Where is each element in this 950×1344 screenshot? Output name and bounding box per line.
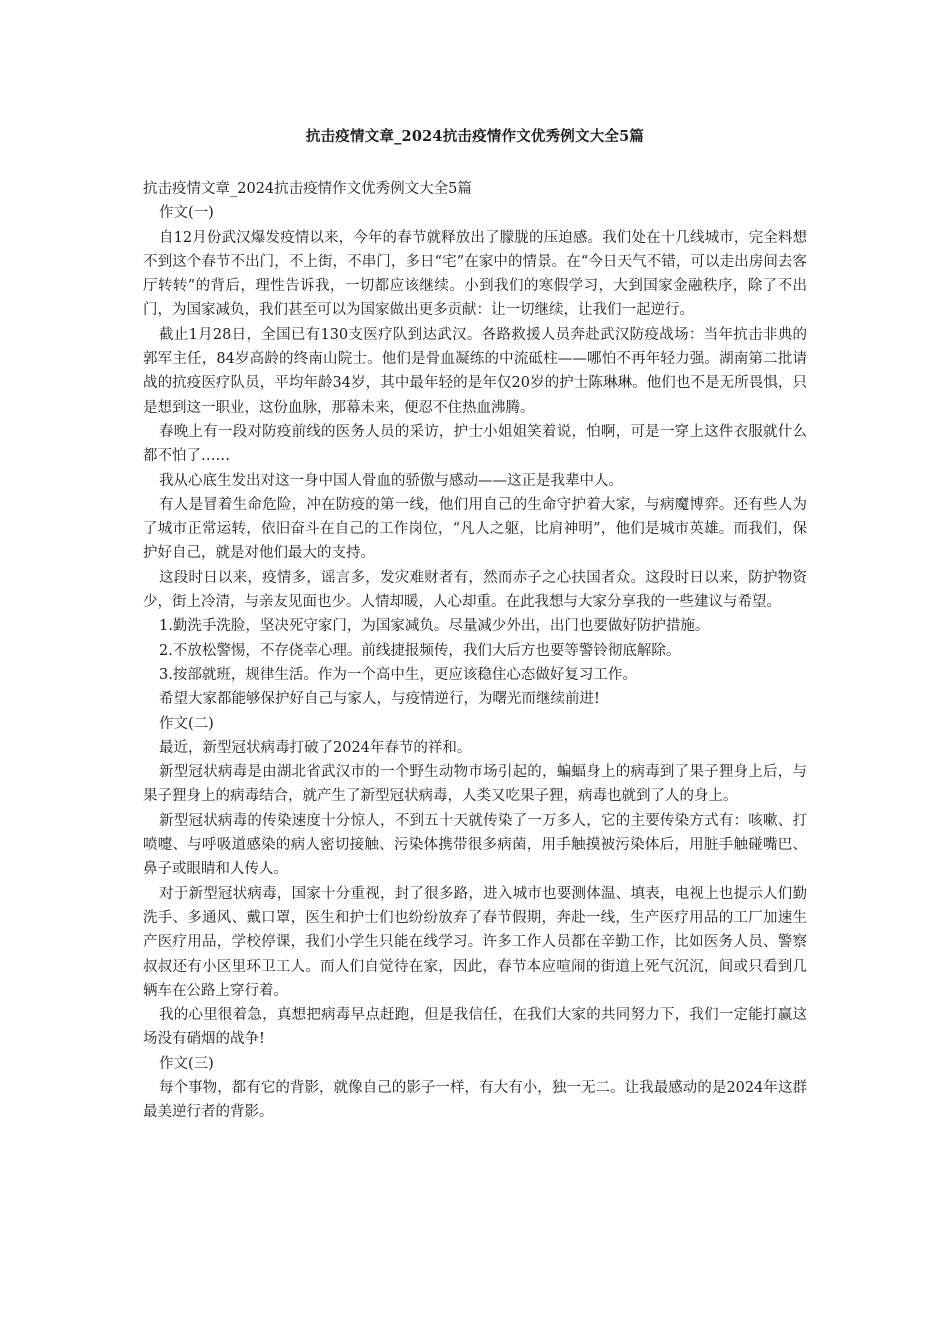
paragraph: 我的心里很着急，真想把病毒早点赶跑，但是我信任，在我们大家的共同努力下，我们一定能打赢这场没有硝烟的战争! <box>143 1007 807 1048</box>
document-title: 抗击疫情文章_2024抗击疫情作文优秀例文大全5篇 <box>305 128 645 145</box>
list-item: 1.勤洗手洗脸，坚决死守家门，为国家减负。尽量减少外出，出门也要做好防护措施。 <box>159 618 710 635</box>
paragraph: 我从心底生发出对这一身中国人骨血的骄傲与感动——这正是我辈中人。 <box>159 472 623 489</box>
paragraph: 新型冠状病毒的传染速度十分惊人，不到五十天就传染了一万多人，它的主要传染方式有：咳嗽、打喷嚏、与呼吸道感染的病人密切接触、污染体携带很多病菌，用手触摸被污染体后，用脏手触碰嘴巴、鼻子或眼睛和人传人。 <box>143 812 807 878</box>
list-item: 3.按部就班，规律生活。作为一个高中生，更应该稳住心态做好复习工作。 <box>159 666 637 683</box>
paragraph: 有人是冒着生命危险，冲在防疫的第一线，他们用自己的生命守护着大家，与病魔博弈。还有些人为了城市正常运转，依旧奋斗在自己的工作岗位，“凡人之躯，比肩神明”，他们是城市英雄。而我们，保护好自己，就是对他们最大的支持。 <box>143 496 807 562</box>
paragraph: 最近，新型冠状病毒打破了2024年春节的祥和。 <box>159 739 472 756</box>
section-heading-1: 作文(一) <box>159 205 214 222</box>
section-heading-3: 作文(三) <box>159 1055 214 1072</box>
paragraph: 春晚上有一段对防疫前线的医务人员的采访，护士小姐姐笑着说，怕啊，可是一穿上这件衣服就什么都不怕了…… <box>143 423 807 465</box>
document-subtitle: 抗击疫情文章_2024抗击疫情作文优秀例文大全5篇 <box>143 181 472 197</box>
paragraph: 希望大家都能够保护好自己与家人，与疫情逆行，为曙光而继续前进! <box>159 691 600 708</box>
paragraph: 这段时日以来，疫情多，谣言多，发灾难财者有，然而赤子之心扶国者众。这段时日以来，防护物资少，街上冷清，与亲友见面也少。人情却暖，人心却重。在此我想与大家分享我的一些建议与希望。 <box>143 569 807 611</box>
paragraph: 每个事物，都有它的背影，就像自己的影子一样，有大有小，独一无二。让我最感动的是2024年这群最美逆行者的背影。 <box>143 1079 807 1121</box>
list-item: 2.不放松警惕，不存侥幸心理。前线捷报频传，我们大后方也要等警铃彻底解除。 <box>159 642 681 659</box>
paragraph: 自12月份武汉爆发疫情以来，今年的春节就释放出了朦胧的压迫感。我们处在十几线城市，完全料想不到这个春节不出门，不上街，不串门，多日“宅”在家中的情景。在“今日天气不错，可以走出房间去客厅转转”的背后，理性告诉我，一切都应该继续。小到我们的寒假学习，大到国家金融秩序，除了不出门，为国家减负，我们甚至可以为国家做出更多贡献：让一切继续，让我们一起逆行。 <box>143 229 807 319</box>
paragraph: 对于新型冠状病毒，国家十分重视，封了很多路，进入城市也要测体温、填表，电视上也提示人们勤洗手、多通风、戴口罩，医生和护士们也纷纷放弃了春节假期，奔赴一线，生产医疗用品的工厂加速生产医疗用品，学校停课，我们小学生只能在线学习。许多工作人员都在辛勤工作，比如医务人员、警察叔叔还有小区里环卫工人。而人们自觉待在家，因此，春节本应喧闹的街道上死气沉沉，间或只看到几辆车在公路上穿行着。 <box>143 885 807 999</box>
paragraph: 截止1月28日，全国已有130支医疗队到达武汉。各路救援人员奔赴武汉防疫战场：当年抗击非典的郭军主任，84岁高龄的终南山院士。他们是骨血凝练的中流砥柱——哪怕不再年轻力强。湖南第二批请战的抗疫医疗队员，平均年龄34岁，其中最年轻的是年仅20岁的护士陈琳琳。他们也不是无所畏惧，只是想到这一职业，这份血脉，那幕未来，便忍不住热血沸腾。 <box>143 326 807 416</box>
document-body <box>143 177 807 1125</box>
paragraph: 新型冠状病毒是由湖北省武汉市的一个野生动物市场引起的，蝙蝠身上的病毒到了果子狸身上后，与果子狸身上的病毒结合，就产生了新型冠状病毒，人类又吃果子狸，病毒也就到了人的身上。 <box>143 764 807 805</box>
section-heading-2: 作文(二) <box>159 715 214 732</box>
